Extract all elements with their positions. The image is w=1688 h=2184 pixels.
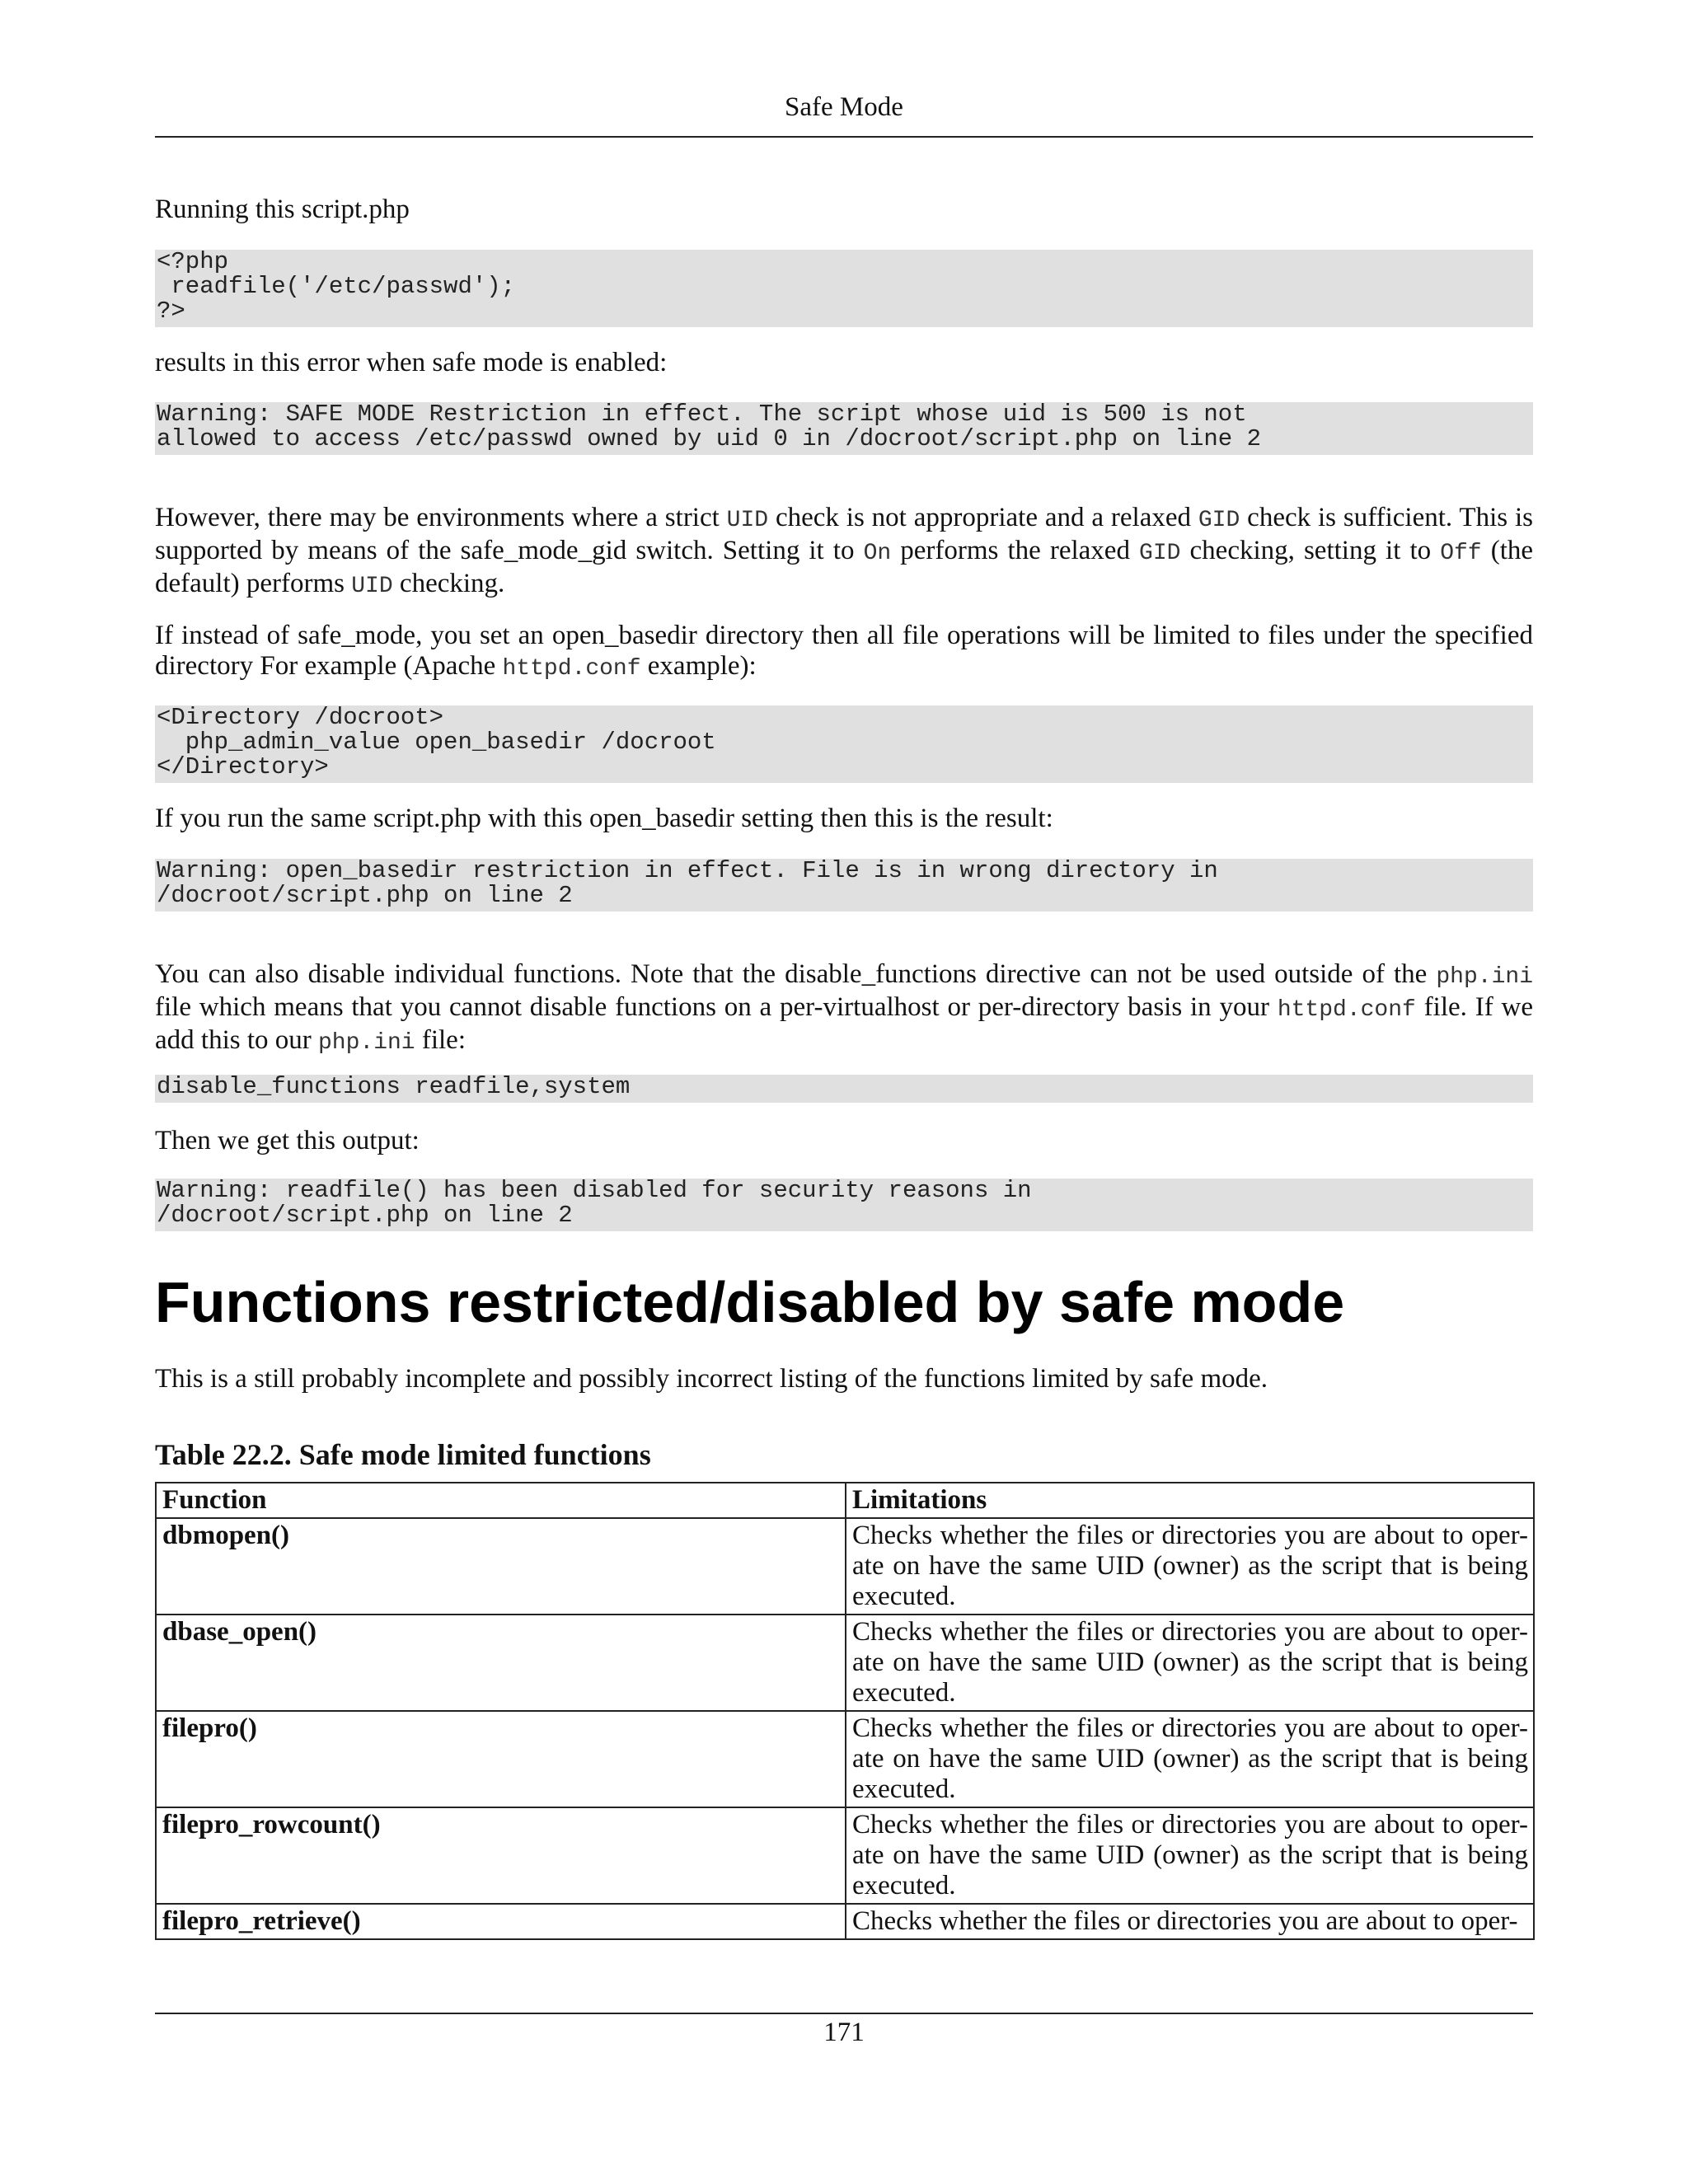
header-rule	[155, 136, 1533, 138]
code-block-readfile-warning: Warning: readfile() has been disabled for security reasons in /docroot/script.php on line 2	[155, 1179, 1533, 1231]
text-segment: If instead of safe_mode, you set an open_basedir directory then all file operations will be limited to files under the specified directory For example (Apache	[155, 621, 1533, 681]
text-segment: checking.	[392, 569, 505, 598]
inline-code: UID	[726, 508, 769, 533]
function-cell: dbmopen()	[156, 1518, 846, 1615]
limitation-cell: Checks whether the files or directories you are about to oper-ate on have the same UID (owner) as the script that is being executed.	[846, 1615, 1534, 1711]
column-header-limitations: Limitations	[846, 1483, 1534, 1518]
page-header-title: Safe Mode	[785, 92, 903, 122]
paragraph-uid-gid	[155, 503, 1533, 602]
function-cell: dbase_open()	[156, 1615, 846, 1711]
inline-code: GID	[1198, 508, 1240, 533]
paragraph-then-output: Then we get this output:	[155, 1126, 420, 1155]
text-segment: However, there may be environments where a strict	[155, 503, 727, 532]
table-caption: Table 22.2. Safe mode limited functions	[155, 1438, 651, 1471]
text-segment: You can also disable individual functions. Note that the disable_functions directive can not be used outside of the	[155, 959, 1437, 989]
table-row	[156, 1615, 1534, 1711]
paragraph-open-basedir	[155, 621, 1533, 684]
text-segment: check is not appropriate and a relaxed	[768, 503, 1198, 532]
limitation-cell: Checks whether the files or directories you are about to oper-	[846, 1904, 1534, 1939]
text-segment: file:	[415, 1025, 467, 1055]
section-heading: Functions restricted/disabled by safe mode	[155, 1270, 1345, 1334]
paragraph-disable-functions	[155, 959, 1533, 1058]
text-segment: example):	[640, 651, 757, 681]
limitation-cell: Checks whether the files or directories you are about to oper-ate on have the same UID (owner) as the script that is being executed.	[846, 1518, 1534, 1615]
footer-rule	[155, 2013, 1533, 2014]
text-segment: file. If we add this to our	[155, 992, 1533, 1055]
paragraph-listing-intro: This is a still probably incomplete and possibly incorrect listing of the functions limited by safe mode.	[155, 1364, 1268, 1394]
inline-code: On	[863, 541, 892, 566]
paragraph-results-error: results in this error when safe mode is enabled:	[155, 348, 668, 377]
inline-code: GID	[1139, 541, 1181, 566]
text-segment: file which means that you cannot disable functions on a per-virtualhost or per-directory basis in your	[155, 992, 1278, 1022]
inline-code: httpd.conf	[502, 656, 641, 682]
inline-code: UID	[351, 574, 393, 599]
code-block-directory-config: <Directory /docroot> php_admin_value open_basedir /docroot </Directory>	[155, 705, 1533, 783]
inline-code: Off	[1440, 541, 1482, 566]
table-row	[156, 1711, 1534, 1807]
function-cell: filepro_rowcount()	[156, 1807, 846, 1904]
paragraph-running-script: Running this script.php	[155, 194, 410, 224]
paragraph-same-script-result: If you run the same script.php with this open_basedir setting then this is the result:	[155, 804, 1053, 833]
text-segment: check is sufficient. This is supported by means of the safe_mode_gid switch. Setting it to	[155, 503, 1533, 565]
code-block-disable-functions: disable_functions readfile,system	[155, 1075, 1533, 1103]
inline-code: php.ini	[1436, 964, 1533, 990]
code-block-safe-mode-warning: Warning: SAFE MODE Restriction in effect. The script whose uid is 500 is not allowed to access /etc/passwd owned by uid 0 in /docroot/script.php on line 2	[155, 402, 1533, 455]
safe-mode-functions-table	[155, 1482, 1535, 1940]
text-segment: performs the relaxed	[891, 536, 1140, 565]
function-cell: filepro()	[156, 1711, 846, 1807]
table-header-row	[156, 1483, 1534, 1518]
text-segment: checking, setting it to	[1180, 536, 1441, 565]
column-header-function: Function	[156, 1483, 846, 1518]
limitation-cell: Checks whether the files or directories you are about to oper-ate on have the same UID (owner) as the script that is being executed.	[846, 1807, 1534, 1904]
table-row	[156, 1807, 1534, 1904]
table-row	[156, 1904, 1534, 1939]
function-cell: filepro_retrieve()	[156, 1904, 846, 1939]
limitation-cell: Checks whether the files or directories you are about to oper-ate on have the same UID (owner) as the script that is being executed.	[846, 1711, 1534, 1807]
text-segment: (the default) performs	[155, 536, 1534, 598]
page-number: 171	[823, 2018, 865, 2047]
code-block-script: <?php readfile('/etc/passwd'); ?>	[155, 250, 1533, 327]
table-row	[156, 1518, 1534, 1615]
code-block-open-basedir-warning: Warning: open_basedir restriction in effect. File is in wrong directory in /docroot/script.php on line 2	[155, 859, 1533, 912]
inline-code: httpd.conf	[1277, 997, 1416, 1023]
inline-code: php.ini	[317, 1030, 415, 1056]
